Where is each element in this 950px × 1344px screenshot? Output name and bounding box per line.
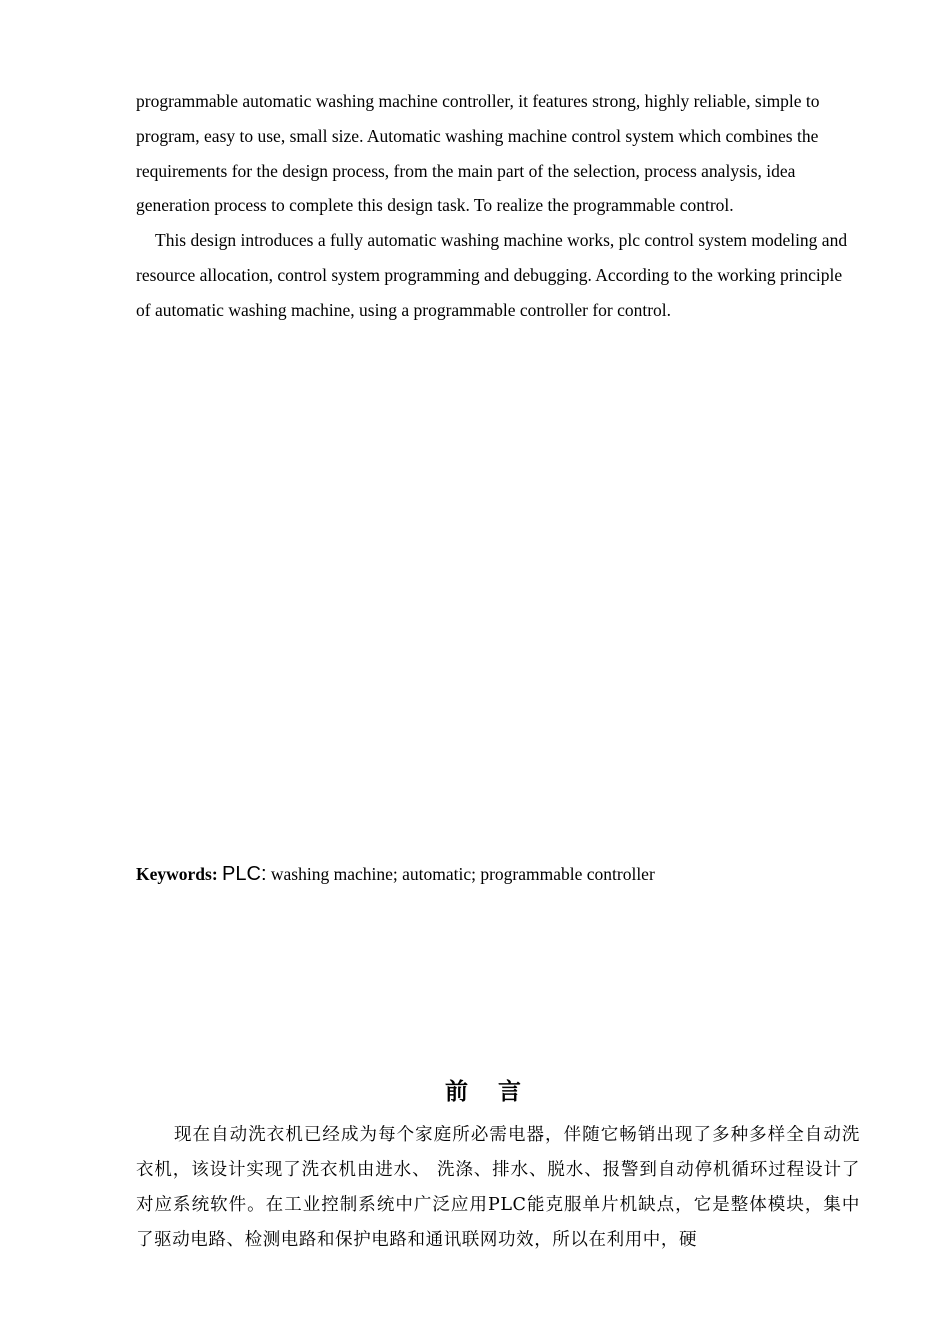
keyword-plc: PLC: [222,863,267,885]
abstract-paragraph-1: programmable automatic washing machine controller, it features strong, highly reliable, simple to program, easy to use, small size. Automatic washing machine control system which combines the requirements for the design process, from the main part of the selection, process analysis, idea generation process to complete this design task. To realize the programmable control. [136,91,820,216]
keywords-list: washing machine; automatic; programmable controller [270,864,655,884]
keywords-label: Keywords: [136,864,218,884]
abstract-paragraph-2: This design introduces a fully automatic washing machine works, plc control system modeling and resource allocation, control system programming and debugging. According to the working principle of automatic washing machine, using a programmable controller for control. [136,230,848,320]
english-abstract [136,84,860,328]
preface-paragraph: 现在自动洗衣机已经成为每个家庭所必需电器，伴随它畅销出现了多种多样全自动洗衣机，该设计实现了洗衣机由进水、 洗涤、排水、脱水、报警到自动停机循环过程设计了对应系统软件。在工业控制系统中广泛应用PLC能克服单片机缺点，它是整体模块，集中了驱动电路、检测电路和保护电路和通讯联网功效，所以在利用中，硬 [136,1125,860,1250]
preface-title: 前言 [445,1079,551,1105]
keywords-line [136,858,860,890]
